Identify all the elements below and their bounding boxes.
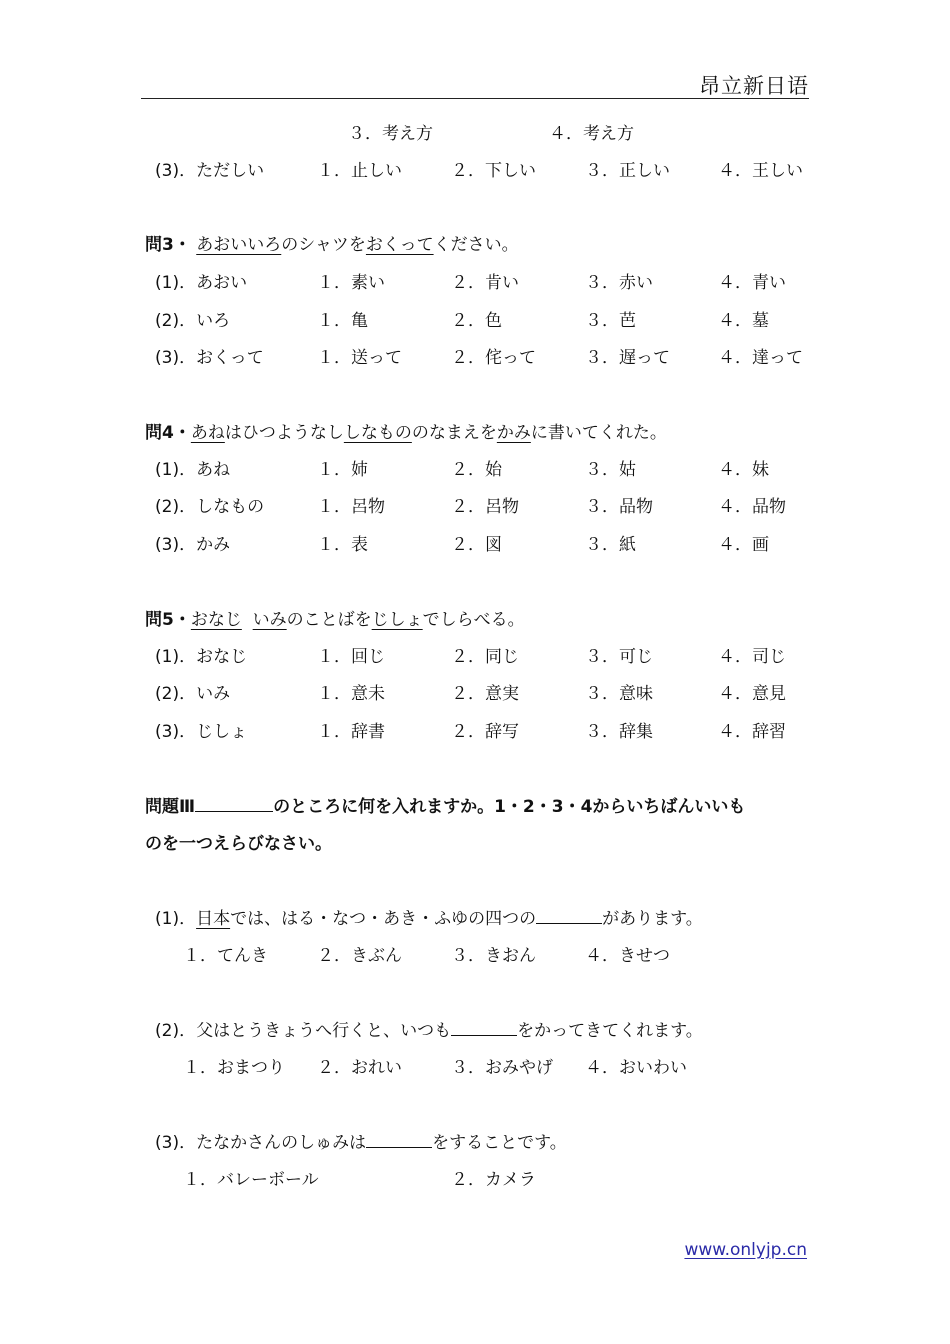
- mon5-underline-2: いみ: [252, 610, 287, 630]
- option-2: ２．きぶん: [317, 946, 402, 966]
- header-divider: [141, 98, 809, 99]
- option-1: １．亀: [317, 311, 368, 331]
- mon3-underline-2: おくって: [365, 235, 434, 255]
- option-2: ２．呂物: [451, 497, 519, 517]
- mon4-text-4: のなまえを: [411, 423, 497, 443]
- option-3: ３．辞集: [585, 722, 653, 742]
- question-label: (1)．おなじ: [155, 647, 248, 667]
- option-1: １．止しい: [317, 161, 402, 181]
- q1-after: があります。: [602, 909, 703, 929]
- question-label: (3)．かみ: [155, 535, 231, 555]
- option-4: ４．司じ: [718, 647, 786, 667]
- mon4-underline-1: あね: [190, 423, 225, 443]
- option-2: ２．図: [451, 535, 502, 555]
- option-4: ４．達って: [718, 348, 803, 368]
- option-3: ３．可じ: [585, 647, 653, 667]
- option-2: ２．意実: [451, 684, 519, 704]
- option-4: ４．辞習: [718, 722, 786, 742]
- mon4-text-2: はひつようなし: [224, 423, 344, 443]
- question-label: (2)．いみ: [155, 684, 231, 704]
- question-label: (2)．しなもの: [155, 497, 265, 517]
- answer-blank: [366, 1131, 432, 1148]
- option-2: ２．始: [451, 460, 502, 480]
- answer-blank: [451, 1019, 517, 1036]
- option-2: ２．辞写: [451, 722, 519, 742]
- mon5-title: [145, 608, 525, 632]
- q2-text: (2)．父はとうきょうへ行くと、いつも: [155, 1021, 452, 1041]
- option-3: ３．意味: [585, 684, 653, 704]
- option-3: ３．遅って: [585, 348, 670, 368]
- mondai3-instruction: のところに何を入れますか。1・2・3・4からいちばんいいも: [273, 797, 746, 817]
- q1-underline: 日本: [196, 909, 231, 929]
- top-option-4: ４．考え方: [549, 124, 634, 144]
- mon5-text-3: のことばを: [286, 610, 372, 630]
- option-4: ４．墓: [718, 311, 769, 331]
- footer-website-link[interactable]: www.onlyjp.cn: [684, 1240, 807, 1260]
- question-label: (1)．あね: [155, 460, 231, 480]
- option-2: ２．下しい: [451, 161, 536, 181]
- option-3: ３．品物: [585, 497, 653, 517]
- option-3: ３．正しい: [585, 161, 670, 181]
- mon5-number: 問5・: [145, 610, 191, 630]
- question-label: (3)．おくって: [155, 348, 264, 368]
- header-title: 昂立新日语: [699, 74, 809, 98]
- option-4: ４．おいわい: [585, 1058, 687, 1078]
- option-4: ４．意見: [718, 684, 786, 704]
- option-2: ２．カメラ: [451, 1170, 536, 1190]
- mon4-number: 問4・: [145, 423, 191, 443]
- option-1: １．辞書: [317, 722, 385, 742]
- question-label: (2)．いろ: [155, 311, 231, 331]
- option-3: ３．きおん: [451, 946, 536, 966]
- option-3: ３．おみやげ: [451, 1058, 553, 1078]
- option-1: １．素い: [317, 273, 385, 293]
- option-3: ３．姑: [585, 460, 636, 480]
- mon4-underline-2: しなもの: [343, 423, 412, 443]
- q1-label: (1)．: [155, 909, 197, 929]
- mon4-underline-3: かみ: [496, 423, 531, 443]
- mon3-title: [145, 233, 519, 257]
- option-4: ４．青い: [718, 273, 786, 293]
- option-3: ３．芭: [585, 311, 636, 331]
- option-3: ３．赤い: [585, 273, 653, 293]
- q3-after: をすることです。: [432, 1133, 567, 1153]
- mon3-underline-1: あおいいろ: [196, 235, 282, 255]
- mon5-underline-1: おなじ: [190, 610, 242, 630]
- q1-sentence: [155, 907, 703, 931]
- mondai3-title-line-1: [145, 795, 745, 819]
- option-1: １．意未: [317, 684, 385, 704]
- mon5-text-5: でしらべる。: [422, 610, 525, 630]
- answer-blank: [195, 795, 273, 812]
- question-label: (3)．ただしい: [155, 161, 265, 181]
- q3-text: (3)．たなかさんのしゅみは: [155, 1133, 367, 1153]
- question-label: (3)．じしょ: [155, 722, 248, 742]
- option-1: １．表: [317, 535, 368, 555]
- option-1: １．姉: [317, 460, 368, 480]
- option-1: １．呂物: [317, 497, 385, 517]
- option-2: ２．おれい: [317, 1058, 402, 1078]
- q2-sentence: [155, 1019, 703, 1043]
- q3-sentence: [155, 1131, 567, 1155]
- option-4: ４．品物: [718, 497, 786, 517]
- option-4: ４．王しい: [718, 161, 803, 181]
- option-4: ４．画: [718, 535, 769, 555]
- top-option-3: ３．考え方: [348, 124, 433, 144]
- option-1: １．バレーボール: [183, 1170, 319, 1190]
- mon3-number: 問3・: [145, 235, 191, 255]
- option-2: ２．同じ: [451, 647, 519, 667]
- option-1: １．おまつり: [183, 1058, 285, 1078]
- option-1: １．送って: [317, 348, 402, 368]
- option-2: ２．色: [451, 311, 502, 331]
- option-4: ４．きせつ: [585, 946, 670, 966]
- option-2: ２．侘って: [451, 348, 536, 368]
- answer-blank: [536, 907, 602, 924]
- mondai3-label: 問題Ⅲ: [145, 797, 196, 817]
- mon5-underline-3: じしょ: [371, 610, 423, 630]
- mon4-text-6: に書いてくれた。: [530, 423, 667, 443]
- question-label: (1)．あおい: [155, 273, 248, 293]
- mondai3-title-line-2: のを一つえらびなさい。: [145, 834, 332, 854]
- option-1: １．回じ: [317, 647, 385, 667]
- q1-text: では、はる・なつ・あき・ふゆの四つの: [230, 909, 537, 929]
- option-1: １．てんき: [183, 946, 268, 966]
- option-4: ４．妹: [718, 460, 769, 480]
- mon3-text-4: ください。: [433, 235, 519, 255]
- option-2: ２．肯い: [451, 273, 519, 293]
- mon3-text-2: のシャツを: [281, 235, 366, 255]
- q2-after: をかってきてくれます。: [517, 1021, 703, 1041]
- option-3: ３．紙: [585, 535, 636, 555]
- mon4-title: [145, 421, 667, 445]
